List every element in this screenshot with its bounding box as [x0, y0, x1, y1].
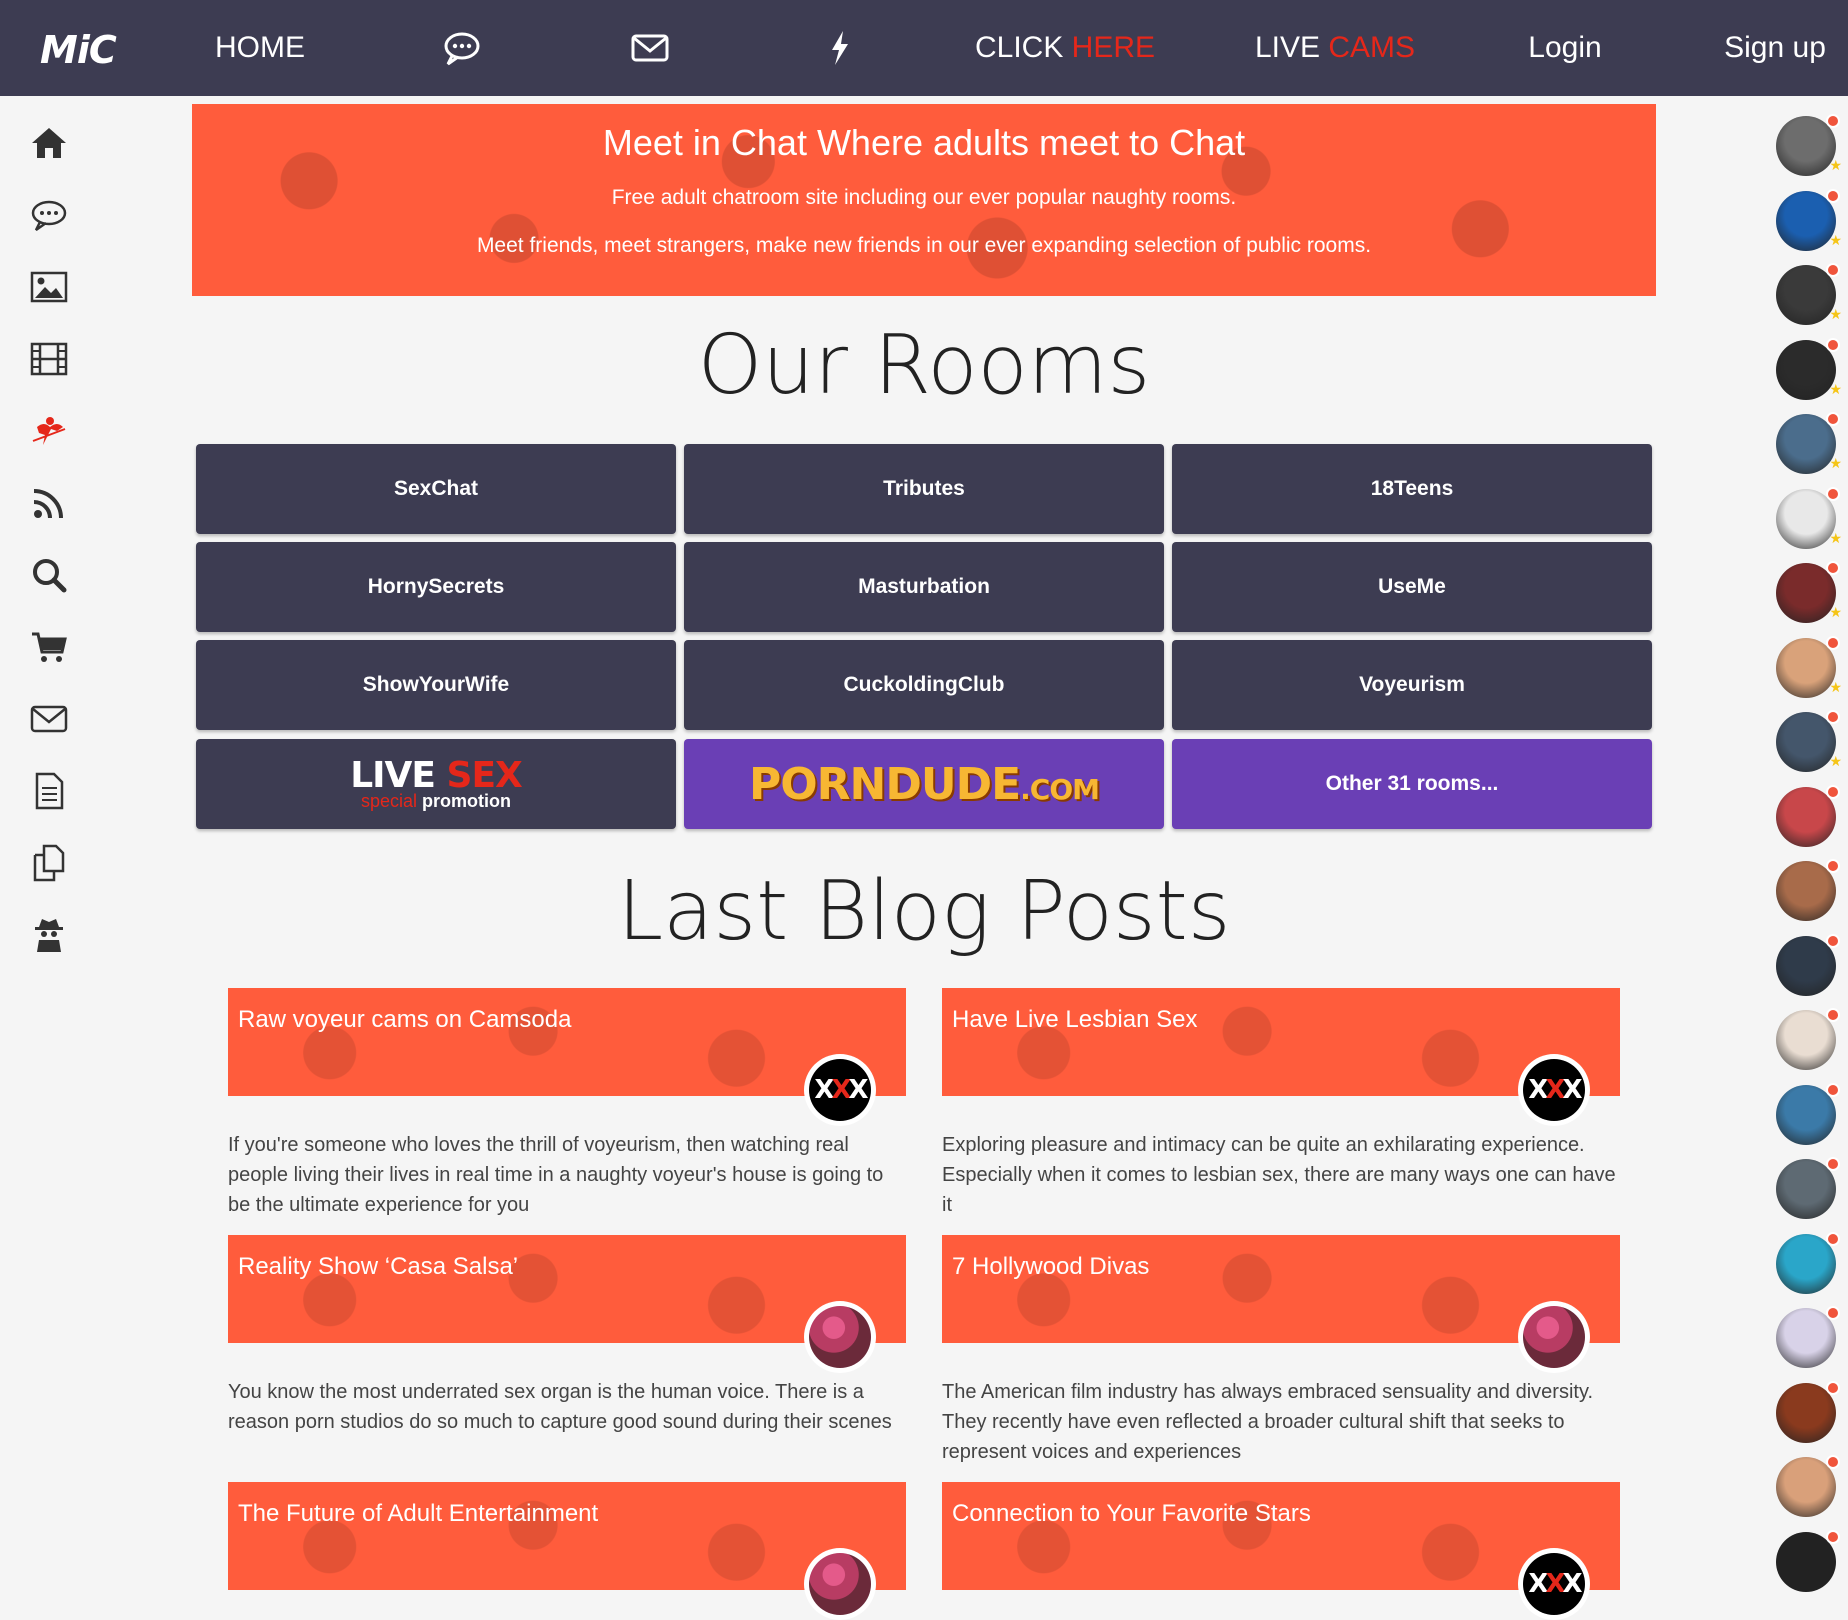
- user-avatar[interactable]: [1776, 414, 1842, 474]
- blog-post-card[interactable]: [942, 988, 1620, 1220]
- here-label: HERE: [1071, 31, 1156, 64]
- live-sex-promo-button[interactable]: [196, 739, 676, 829]
- blog-post-thumbnail: [804, 1301, 876, 1373]
- blog-post-card[interactable]: [228, 1235, 906, 1437]
- blog-post-excerpt: If you're someone who loves the thrill of voyeurism, then watching real people living their lives in real time in a naughty voyeur's house is going to be the ultimate experience for you: [228, 1134, 884, 1216]
- user-avatar[interactable]: [1776, 1383, 1836, 1443]
- blog-post-excerpt: Exploring pleasure and intimacy can be quite an exhilarating experience. Especially when it comes to lesbian sex, there are many ways one can have it: [942, 1134, 1616, 1216]
- user-avatar[interactable]: [1776, 1457, 1836, 1517]
- online-status-badge: [1826, 487, 1840, 501]
- online-status-badge: [1826, 785, 1840, 799]
- photo-thumbnail-icon: [809, 1306, 871, 1368]
- live-sex-word-sex: SEX: [446, 755, 522, 796]
- online-status-badge: [1826, 263, 1840, 277]
- cupid-icon: [29, 411, 69, 451]
- blog-post-title[interactable]: Reality Show ‘Casa Salsa’: [238, 1253, 519, 1280]
- star-icon: ★: [1829, 604, 1842, 620]
- cams-label: CAMS: [1328, 31, 1416, 64]
- user-avatar[interactable]: [1776, 638, 1842, 698]
- image-icon: [29, 267, 69, 307]
- live-label: LIVE: [1254, 31, 1320, 64]
- porndude-logo: [749, 759, 1099, 810]
- online-status-badge: [1826, 859, 1840, 873]
- left-sidebar: [0, 96, 100, 1588]
- blog-post-card[interactable]: [942, 1482, 1620, 1599]
- sidebar-rss[interactable]: [28, 482, 70, 524]
- blog-post-title[interactable]: Connection to Your Favorite Stars: [952, 1500, 1311, 1527]
- copy-icon: [29, 843, 69, 883]
- user-avatar[interactable]: [1776, 712, 1842, 772]
- film-icon: [29, 339, 69, 379]
- blog-post-excerpt: You know the most underrated sex organ is the human voice. There is a reason porn studios do so much to capture good sound during their scenes: [228, 1381, 892, 1433]
- spy-icon: [29, 915, 69, 955]
- online-status-badge: [1826, 189, 1840, 203]
- sidebar-home[interactable]: [28, 122, 70, 164]
- blog-post-thumbnail: [1518, 1054, 1590, 1126]
- live-sex-word-live: LIVE: [350, 755, 447, 796]
- star-icon: ★: [1829, 678, 1842, 695]
- blog-post-banner[interactable]: [942, 988, 1620, 1105]
- xxx-letter: X: [1528, 1075, 1546, 1105]
- live-sex-word-special: special: [360, 791, 423, 811]
- blog-post-thumbnail: [1518, 1548, 1590, 1620]
- online-status-badge: [1826, 338, 1840, 352]
- photo-thumbnail-icon: [809, 1553, 871, 1615]
- blog-post-title[interactable]: The Future of Adult Entertainment: [238, 1500, 599, 1527]
- online-status-badge: [1826, 1157, 1840, 1171]
- user-avatar[interactable]: [1776, 489, 1842, 549]
- live-sex-logo: [350, 755, 522, 811]
- online-users-sidebar: [1758, 96, 1848, 1588]
- rooms-title: Our Rooms: [697, 318, 1151, 413]
- online-status-badge: [1826, 1530, 1840, 1544]
- room-button[interactable]: HornySecrets: [196, 542, 676, 632]
- search-icon: [29, 555, 69, 595]
- blog-title: Last Blog Posts: [617, 864, 1231, 959]
- blog-post-banner[interactable]: [228, 1235, 906, 1343]
- hero-title: Meet in Chat Where adults meet to Chat: [602, 122, 1246, 163]
- sidebar-dating[interactable]: [28, 410, 70, 452]
- star-icon: ★: [1829, 157, 1842, 173]
- nav-lightning-link[interactable]: [810, 0, 870, 96]
- user-avatar[interactable]: [1776, 861, 1836, 921]
- sidebar-videos[interactable]: [28, 338, 70, 380]
- user-avatar[interactable]: [1776, 1234, 1836, 1294]
- online-status-badge: [1826, 1455, 1840, 1469]
- online-status-badge: [1826, 1306, 1840, 1320]
- xxx-letter: X: [848, 1075, 866, 1105]
- room-button[interactable]: CuckoldingClub: [684, 640, 1164, 730]
- star-icon: ★: [1829, 455, 1842, 471]
- blog-post-banner[interactable]: [942, 1235, 1620, 1343]
- mail-icon: [630, 28, 670, 68]
- blog-post-thumbnail: [804, 1054, 876, 1126]
- blog-post-card[interactable]: [942, 1235, 1620, 1467]
- sidebar-documents[interactable]: [28, 770, 70, 812]
- photo-thumbnail-icon: [1523, 1306, 1585, 1368]
- xxx-letter: X: [1528, 1569, 1546, 1599]
- nav-click-here-link[interactable]: [970, 0, 1160, 96]
- hero-banner: [192, 104, 1656, 296]
- sidebar-images[interactable]: [28, 266, 70, 308]
- user-avatar[interactable]: [1776, 1085, 1836, 1145]
- cart-icon: [29, 627, 69, 667]
- online-status-badge: [1826, 1232, 1840, 1246]
- user-avatar[interactable]: [1776, 787, 1836, 847]
- user-avatar[interactable]: [1776, 191, 1842, 251]
- room-button[interactable]: 18Teens: [1172, 444, 1652, 534]
- online-status-badge: [1826, 934, 1840, 948]
- chat-icon: [29, 195, 69, 235]
- online-status-badge: [1826, 710, 1840, 724]
- blog-post-banner[interactable]: [228, 1482, 906, 1590]
- online-status-badge: [1826, 412, 1840, 426]
- blog-post-title[interactable]: Have Live Lesbian Sex: [952, 1006, 1198, 1033]
- star-icon: ★: [1829, 231, 1842, 248]
- user-avatar[interactable]: [1776, 1159, 1836, 1219]
- xxx-letter: X: [1545, 1569, 1563, 1599]
- blog-post-thumbnail: [804, 1548, 876, 1620]
- site-logo[interactable]: MiC: [40, 28, 116, 72]
- blog-post-title[interactable]: 7 Hollywood Divas: [952, 1253, 1150, 1280]
- rss-icon: [29, 483, 69, 523]
- nav-login-link[interactable]: Login: [1528, 31, 1602, 64]
- hero-line-2: Meet friends, meet strangers, make new friends in our ever expanding selection of public rooms.: [476, 234, 1372, 257]
- star-icon: ★: [1829, 529, 1842, 546]
- xxx-letter: X: [814, 1075, 832, 1105]
- star-icon: ★: [1829, 380, 1842, 397]
- room-button[interactable]: ShowYourWife: [196, 640, 676, 730]
- star-icon: ★: [1829, 306, 1842, 322]
- porndude-com: .COM: [1020, 772, 1100, 806]
- nav-signup-link[interactable]: Sign up: [1724, 31, 1826, 64]
- user-avatar[interactable]: [1776, 1308, 1836, 1368]
- user-avatar[interactable]: [1776, 563, 1842, 623]
- user-avatar[interactable]: [1776, 1532, 1836, 1592]
- online-status-badge: [1826, 561, 1840, 575]
- mail-icon: [29, 699, 69, 739]
- hero-line-1: Free adult chatroom site including our ever popular naughty rooms.: [611, 186, 1237, 209]
- top-navbar: [0, 0, 1848, 96]
- home-icon: [29, 123, 69, 163]
- user-avatar[interactable]: [1776, 1010, 1836, 1070]
- blog-post-card[interactable]: [228, 1482, 906, 1590]
- nav-live-cams-link[interactable]: [1245, 0, 1425, 96]
- chat-icon: [442, 28, 482, 68]
- sidebar-search[interactable]: [28, 554, 70, 596]
- blog-post-excerpt: The American film industry has always embraced sensuality and diversity. They recently have even reflected a broader cultural shift that seeks to represent voices and experiences: [942, 1381, 1594, 1463]
- xxx-logo-icon: [1523, 1553, 1585, 1615]
- xxx-logo-icon: [809, 1059, 871, 1121]
- room-button[interactable]: Tributes: [684, 444, 1164, 534]
- room-button[interactable]: UseMe: [1172, 542, 1652, 632]
- blog-post-card[interactable]: [228, 988, 906, 1220]
- online-status-badge: [1826, 114, 1840, 128]
- online-status-badge: [1826, 1083, 1840, 1097]
- other-rooms-button[interactable]: Other 31 rooms...: [1172, 739, 1652, 829]
- star-icon: ★: [1829, 753, 1842, 769]
- online-status-badge: [1826, 636, 1840, 650]
- xxx-letter: X: [1562, 1075, 1580, 1105]
- porndude-banner-button[interactable]: [684, 739, 1164, 829]
- online-status-badge: [1826, 1381, 1840, 1395]
- blog-post-banner[interactable]: [228, 988, 906, 1105]
- xxx-letter: X: [1545, 1075, 1563, 1105]
- click-label: CLICK: [974, 31, 1064, 64]
- user-avatar[interactable]: [1776, 340, 1842, 400]
- live-sex-word-promotion: promotion: [422, 791, 511, 811]
- room-button[interactable]: Masturbation: [684, 542, 1164, 632]
- sidebar-mail[interactable]: [28, 698, 70, 740]
- blog-post-banner[interactable]: [942, 1482, 1620, 1599]
- online-status-badge: [1826, 1008, 1840, 1022]
- room-button[interactable]: Voyeurism: [1172, 640, 1652, 730]
- xxx-letter: X: [1562, 1569, 1580, 1599]
- lightning-icon: [820, 28, 860, 68]
- user-avatar[interactable]: [1776, 116, 1842, 176]
- xxx-logo-icon: [1523, 1059, 1585, 1121]
- user-avatar[interactable]: [1776, 265, 1842, 325]
- blog-post-thumbnail: [1518, 1301, 1590, 1373]
- sidebar-copy[interactable]: [28, 842, 70, 884]
- nav-chat-link[interactable]: [432, 0, 492, 96]
- nav-home-link[interactable]: HOME: [215, 31, 305, 64]
- blog-post-title[interactable]: Raw voyeur cams on Camsoda: [238, 1006, 572, 1033]
- porndude-word: PORNDUDE: [748, 758, 1021, 810]
- document-icon: [29, 771, 69, 811]
- user-avatar[interactable]: [1776, 936, 1836, 996]
- nav-mail-link[interactable]: [620, 0, 680, 96]
- room-button[interactable]: SexChat: [196, 444, 676, 534]
- sidebar-chat[interactable]: [28, 194, 70, 236]
- xxx-letter: X: [831, 1075, 849, 1105]
- sidebar-shop[interactable]: [28, 626, 70, 668]
- sidebar-anonymous[interactable]: [28, 914, 70, 956]
